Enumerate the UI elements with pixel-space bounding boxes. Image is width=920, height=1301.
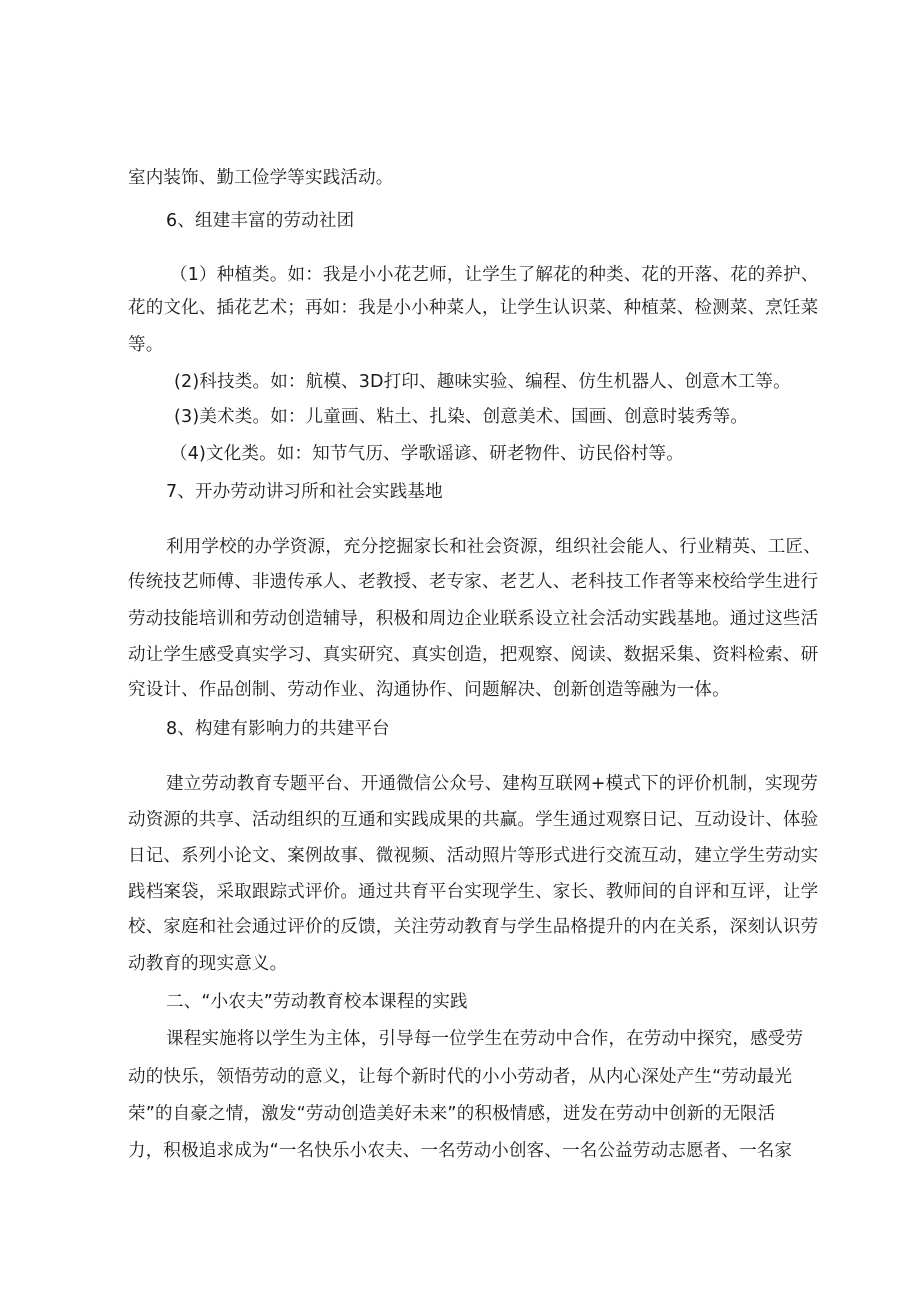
section-heading: 8、构建有影响力的共建平台: [166, 719, 390, 739]
text-line: 课程实施将以学生为主体，引导每一位学生在劳动中合作，在劳动中探究，感受劳: [166, 1029, 804, 1049]
text-line: 践档案袋，采取跟踪式评价。通过共育平台实现学生、家长、教师间的自评和互评，让学: [128, 882, 819, 902]
text-line: 室内装饰、勤工俭学等实践活动。: [128, 168, 394, 188]
text-line: 校、家庭和社会通过评价的反馈，关注劳动教育与学生品格提升的内在关系，深刻认识劳: [128, 917, 819, 937]
text-line: 花的文化、插花艺术；再如：我是小小种菜人，让学生认识菜、种植菜、检测菜、烹饪菜: [128, 298, 819, 318]
text-line: 动教育的现实意义。: [128, 954, 288, 974]
text-line: 荣”的自豪之情，激发“劳动创造美好未来”的积极情感，迸发在劳动中创新的无限活: [128, 1104, 776, 1124]
text-line: 究设计、作品创制、劳动作业、沟通协作、问题解决、创新创造等融为一体。: [128, 680, 730, 700]
text-line: （1）种植类。如：我是小小花艺师，让学生了解花的种类、花的开落、花的养护、: [170, 265, 819, 285]
text-line: 力，积极追求成为“一名快乐小农夫、一名劳动小创客、一名公益劳动志愿者、一名家: [128, 1141, 793, 1161]
text-line: 日记、系列小论文、案例故事、微视频、活动照片等形式进行交流互动，建立学生劳动实: [128, 846, 819, 866]
text-line: 劳动技能培训和劳动创造辅导，积极和周边企业联系设立社会活动实践基地。通过这些活: [128, 609, 819, 629]
text-line: 建立劳动教育专题平台、开通微信公众号、建构互联网+模式下的评价机制，实现劳: [166, 774, 819, 794]
text-line: 动让学生感受真实学习、真实研究、真实创造，把观察、阅读、数据采集、资料检索、研: [128, 645, 819, 665]
text-line: 动的快乐，领悟劳动的意义，让每个新时代的小小劳动者，从内心深处产生“劳动最光: [128, 1067, 793, 1087]
text-line: （4)文化类。如：知节气历、学歌谣谚、研老物件、访民俗村等。: [170, 444, 684, 464]
section-heading: 7、开办劳动讲习所和社会实践基地: [166, 482, 443, 502]
text-line: 动资源的共享、活动组织的互通和实践成果的共赢。学生通过观察日记、互动设计、体验: [128, 810, 819, 830]
text-line: (3)美术类。如：儿童画、粘土、扎染、创意美术、国画、创意时装秀等。: [174, 407, 749, 427]
text-line: 利用学校的办学资源，充分挖掘家长和社会资源，组织社会能人、行业精英、工匠、: [166, 537, 821, 557]
text-line: 传统技艺师傅、非遗传承人、老教授、老专家、老艺人、老科技工作者等来校给学生进行: [128, 572, 819, 592]
text-line: 等。: [128, 335, 164, 355]
section-heading: 二、“小农夫”劳动教育校本课程的实践: [166, 992, 468, 1012]
section-heading: 6、组建丰富的劳动社团: [166, 211, 355, 231]
text-line: (2)科技类。如：航模、3D打印、趣味实验、编程、仿生机器人、创意木工等。: [174, 372, 791, 392]
